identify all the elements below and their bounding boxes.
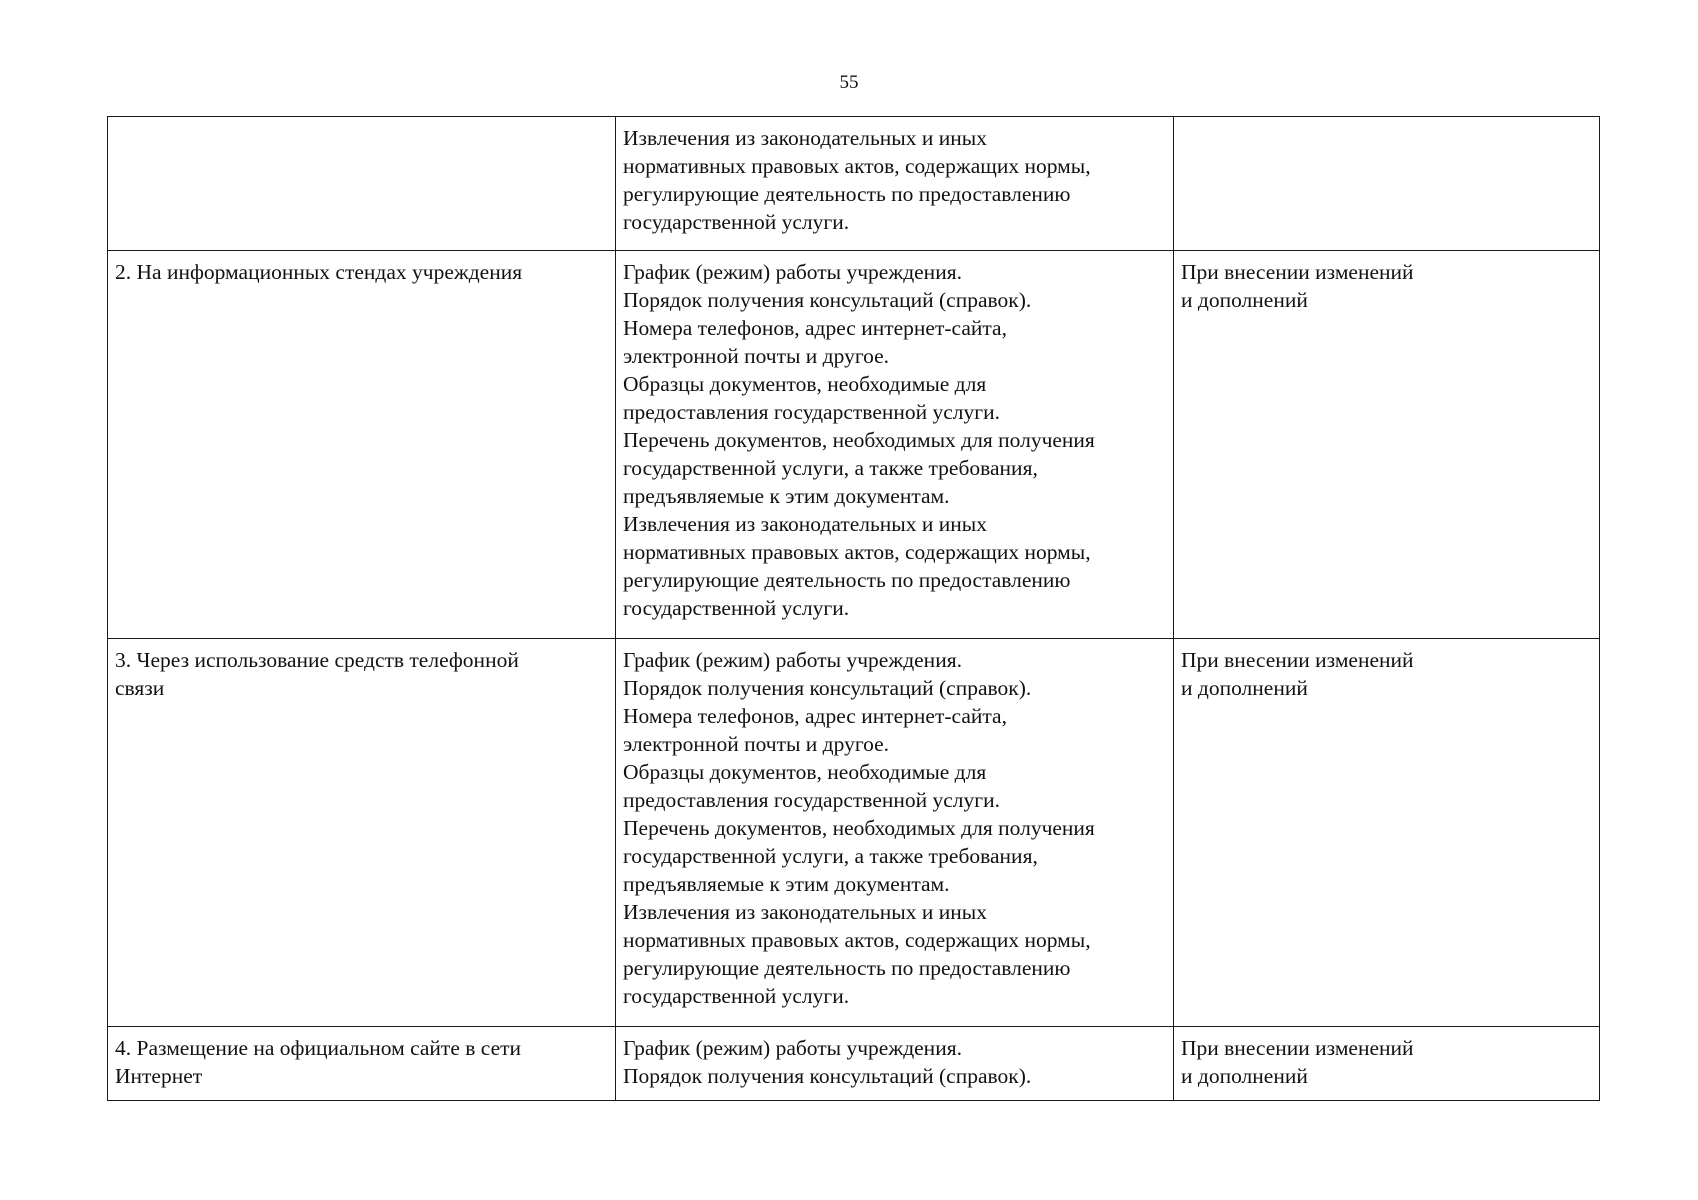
method-cell: 2. На информационных стендах учреждения	[108, 251, 616, 639]
content-cell: График (режим) работы учреждения. Порядок получения консультаций (справок).	[616, 1027, 1174, 1101]
table-row	[108, 117, 1600, 251]
frequency-cell: При внесении изменений и дополнений	[1174, 1027, 1600, 1101]
table-row	[108, 639, 1600, 1027]
table-row	[108, 251, 1600, 639]
content-cell: Извлечения из законодательных и иных нормативных правовых актов, содержащих нормы, регулирующие деятельность по предоставлению государственной услуги.	[616, 117, 1174, 251]
content-cell: График (режим) работы учреждения. Порядок получения консультаций (справок). Номера телефонов, адрес интернет-сайта, электронной почты и другое. Образцы документов, необходимые для предоставления государственной услуги. Перечень документов, необходимых для получения государственной услуги, а также требования, предъявляемые к этим документам. Извлечения из законодательных и иных нормативных правовых актов, содержащих нормы, регулирующие деятельность по предоставлению государственной услуги.	[616, 639, 1174, 1027]
frequency-cell: При внесении изменений и дополнений	[1174, 639, 1600, 1027]
information-methods-table	[107, 116, 1600, 1101]
page-number: 55	[839, 72, 859, 93]
frequency-cell: При внесении изменений и дополнений	[1174, 251, 1600, 639]
method-cell	[108, 117, 616, 251]
table-row	[108, 1027, 1600, 1101]
frequency-cell	[1174, 117, 1600, 251]
content-cell: График (режим) работы учреждения. Порядок получения консультаций (справок). Номера телефонов, адрес интернет-сайта, электронной почты и другое. Образцы документов, необходимые для предоставления государственной услуги. Перечень документов, необходимых для получения государственной услуги, а также требования, предъявляемые к этим документам. Извлечения из законодательных и иных нормативных правовых актов, содержащих нормы, регулирующие деятельность по предоставлению государственной услуги.	[616, 251, 1174, 639]
method-cell: 4. Размещение на официальном сайте в сети Интернет	[108, 1027, 616, 1101]
method-cell: 3. Через использование средств телефонной связи	[108, 639, 616, 1027]
